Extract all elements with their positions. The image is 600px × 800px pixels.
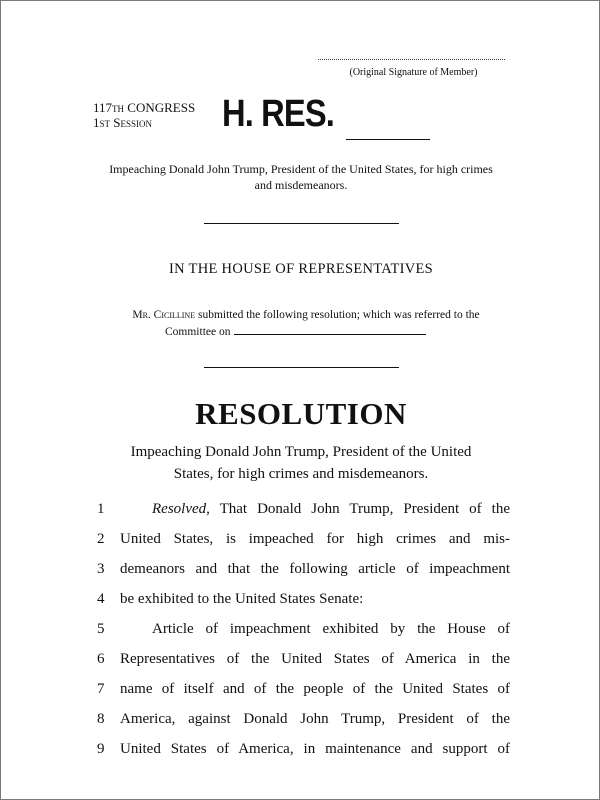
line-text: United States, is impeached for high crimes and mis- — [120, 531, 510, 547]
line-number: 9 — [97, 741, 105, 757]
bill-designation: H. RES. — [222, 93, 335, 135]
line-text: Resolved, That Donald John Trump, President of the — [152, 501, 510, 517]
submission-statement — [101, 307, 511, 340]
long-title: Impeaching Donald John Trump, President of the United States, for high crimes and misdemeanors. — [130, 444, 472, 482]
line-number: 5 — [97, 621, 105, 637]
body-line — [1, 589, 600, 619]
body-line — [1, 619, 600, 649]
line-number: 1 — [97, 501, 105, 517]
bill-number-blank — [346, 139, 430, 140]
line-text: United States of America, in maintenance and support of — [120, 741, 510, 757]
line-number: 6 — [97, 651, 105, 667]
body-line — [1, 529, 600, 559]
submission-line-1: Mr. Cicilline submitted the following resolution; which was referred to the — [132, 309, 480, 321]
signature-caption: (Original Signature of Member) — [349, 67, 478, 78]
body-line — [1, 649, 600, 679]
line-number: 2 — [97, 531, 105, 547]
body-line — [1, 499, 600, 529]
body-line — [1, 739, 600, 769]
submission-line-2: Committee on — [101, 323, 511, 340]
body-line — [1, 709, 600, 739]
line-text: America, against Donald John Trump, President of the — [120, 711, 510, 727]
session-label: 1st Session — [93, 115, 152, 130]
line-number: 3 — [97, 561, 105, 577]
congress-session-block — [93, 100, 195, 130]
divider-rule — [204, 223, 399, 224]
congress-label: 117th CONGRESS — [93, 100, 196, 115]
line-number: 7 — [97, 681, 105, 697]
sponsor-name: Mr. Cicilline — [132, 309, 196, 321]
body-line — [1, 559, 600, 589]
short-title: Impeaching Donald John Trump, President of the United States, for high crimes and misdemeanors. — [109, 162, 493, 192]
line-text: Representatives of the United States of America in the — [120, 651, 510, 667]
line-text: be exhibited to the United States Senate: — [120, 591, 364, 607]
line-number: 4 — [97, 591, 105, 607]
line-text: demeanors and that the following article of impeachment — [120, 561, 510, 577]
line-number: 8 — [97, 711, 105, 727]
resolution-heading: RESOLUTION — [195, 396, 407, 431]
house-heading: IN THE HOUSE OF REPRESENTATIVES — [168, 261, 434, 277]
signature-line — [318, 59, 505, 60]
committee-blank — [234, 323, 426, 335]
line-text: name of itself and of the people of the United States of — [120, 681, 510, 697]
body-line — [1, 679, 600, 709]
line-text: Article of impeachment exhibited by the House of — [152, 621, 510, 637]
divider-rule — [204, 367, 399, 368]
